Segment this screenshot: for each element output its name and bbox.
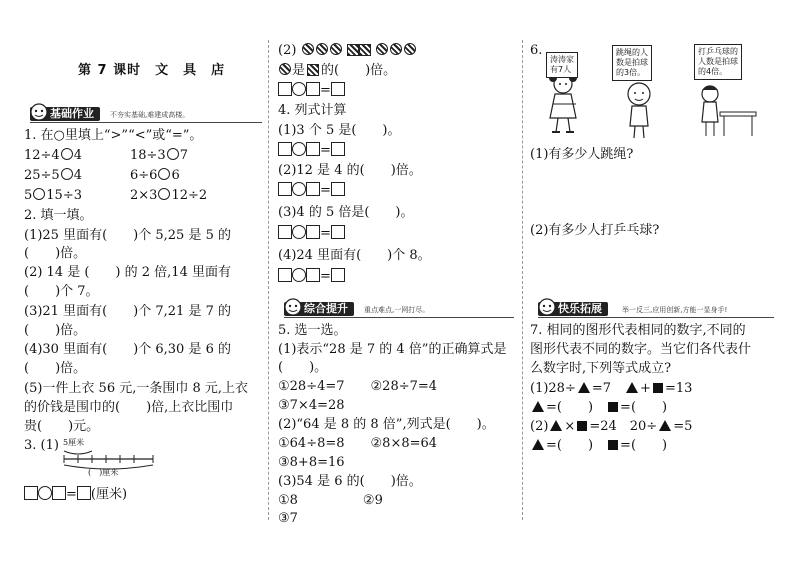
q5-line: ①28÷4=7 ②28÷7=4	[278, 379, 438, 394]
q5-line: ( )。	[278, 360, 328, 375]
section-badge-comprehensive	[284, 302, 354, 316]
q3b-question: 是 的( )倍。	[278, 62, 396, 80]
mascot-icon	[536, 296, 558, 318]
q6-prompt: 6.	[530, 43, 543, 58]
operator-circle[interactable]	[292, 225, 306, 239]
boy-figure-icon	[614, 80, 664, 140]
circle-hatched-icon	[390, 43, 402, 55]
column-divider-left	[268, 40, 269, 520]
triangle-icon	[532, 439, 544, 450]
answer-box[interactable]	[306, 225, 320, 239]
answer-box[interactable]	[278, 142, 292, 156]
compare-circle[interactable]	[158, 168, 170, 180]
q5-line: (3)54 是 6 的( )倍。	[278, 474, 422, 489]
q7-line: 图形代表不同的数字。当它们各代表什	[530, 342, 752, 357]
q5-line: ①64÷8=8 ②8×8=64	[278, 436, 438, 451]
q2-line: ( )倍。	[24, 246, 87, 261]
q3-prompt: 3. (1)	[24, 438, 59, 453]
operator-circle[interactable]	[292, 182, 306, 196]
q2-line: 的价钱是围巾的( )倍,上衣比围巾	[24, 400, 234, 415]
triangle-icon	[550, 420, 562, 431]
answer-box[interactable]	[278, 82, 292, 96]
answer-box[interactable]	[278, 182, 292, 196]
q2-line: (2) 14 是 ( ) 的 2 倍,14 里面有	[24, 265, 231, 280]
speech-bubble: 涛涛家 有7人	[546, 52, 578, 78]
answer-box[interactable]	[306, 182, 320, 196]
q3-equation: = (厘米)	[24, 486, 127, 504]
mascot-icon	[28, 101, 50, 123]
answer-box[interactable]	[278, 268, 292, 282]
q5-line: ①8 ②9	[278, 493, 383, 508]
compare-circle[interactable]	[158, 188, 170, 200]
q7-part1-answer: =( ) =( )	[530, 399, 667, 417]
q7-line: 7. 相同的图形代表相同的数字,不同的	[530, 323, 746, 338]
answer-box[interactable]	[52, 486, 66, 500]
q4-equation: =	[278, 182, 345, 200]
answer-box[interactable]	[331, 268, 345, 282]
teacher-desk-icon	[690, 80, 760, 140]
q5-line: ③7×4=28	[278, 398, 345, 413]
operator-circle[interactable]	[292, 142, 306, 156]
square-icon	[608, 440, 618, 450]
section-label-basic: 基础作业	[50, 107, 94, 120]
answer-box[interactable]	[24, 486, 38, 500]
answer-box[interactable]	[278, 225, 292, 239]
section-note-comprehensive: 重点难点,一网打尽。	[364, 306, 430, 314]
mascot-icon	[282, 296, 304, 318]
triangle-icon	[578, 382, 590, 393]
q5-line: ③8+8=16	[278, 455, 345, 470]
page-title: 第 7 课时 文 具 店	[78, 63, 226, 78]
circle-hatched-icon	[302, 43, 314, 55]
q6-sub2: (2)有多少人打乒乓球?	[530, 223, 660, 238]
answer-box[interactable]	[306, 142, 320, 156]
answer-box[interactable]	[306, 82, 320, 96]
answer-box[interactable]	[331, 82, 345, 96]
section-note-extension: 举一反三,应用创新,方能一显身手!	[622, 306, 728, 314]
q4-equation: =	[278, 142, 345, 160]
q2-line: (4)30 里面有( )个 6,30 是 6 的	[24, 342, 231, 357]
speech-bubble: 跳绳的人 数是拍球 的3倍。	[612, 45, 652, 81]
operator-circle[interactable]	[292, 268, 306, 282]
q4-item: (1)3 个 5 是( )。	[278, 123, 401, 138]
square-icon	[577, 421, 587, 431]
answer-box[interactable]	[331, 182, 345, 196]
operator-circle[interactable]	[38, 486, 52, 500]
column-divider-right	[522, 40, 523, 520]
section-badge-basic	[30, 107, 100, 121]
answer-box[interactable]	[331, 142, 345, 156]
compare-circle[interactable]	[61, 148, 73, 160]
q3-diagram-top-label: 5厘米	[63, 438, 85, 447]
q1-row-2b: 6÷6 6	[130, 168, 180, 183]
operator-circle[interactable]	[292, 82, 306, 96]
section-rule	[30, 122, 262, 123]
q7-part2-answer: =( ) =( )	[530, 437, 667, 455]
q5-line: ③7	[278, 511, 298, 526]
q2-prompt: 2. 填一填。	[24, 208, 93, 223]
answer-box[interactable]	[331, 225, 345, 239]
q1-row-3b: 2×3 12÷2	[130, 188, 208, 203]
q4-equation: =	[278, 225, 345, 243]
square-hatched-icon	[347, 44, 359, 56]
q2-line: (3)21 里面有( )个 7,21 是 7 的	[24, 304, 231, 319]
square-icon	[653, 383, 663, 393]
compare-circle[interactable]	[167, 148, 179, 160]
circle-hatched-icon	[316, 43, 328, 55]
q2-line: ( )倍。	[24, 323, 87, 338]
circle-hatched-icon	[330, 43, 342, 55]
q1-row-1b: 18÷3 7	[130, 148, 188, 163]
circle-hatched-icon	[404, 43, 416, 55]
triangle-icon	[659, 420, 671, 431]
q1-row-3: 5 15÷3	[24, 188, 82, 203]
answer-box[interactable]	[77, 486, 91, 500]
q7-part2: (2) × =24 20÷ =5	[530, 419, 693, 434]
triangle-icon	[626, 382, 638, 393]
section-label-comprehensive: 综合提升	[304, 302, 348, 315]
square-hatched-icon	[307, 64, 319, 76]
triangle-icon	[532, 401, 544, 412]
q2-line: ( )倍。	[24, 361, 87, 376]
compare-circle[interactable]	[61, 168, 73, 180]
square-hatched-icon	[359, 44, 371, 56]
q2-line: ( )个 7。	[24, 284, 99, 299]
q2-line: (1)25 里面有( )个 5,25 是 5 的	[24, 228, 231, 243]
q1-row-2: 25÷5 4	[24, 168, 82, 183]
q5-line: (2)“64 是 8 的 8 倍”,列式是( )。	[278, 417, 495, 432]
circle-hatched-icon	[279, 63, 291, 75]
q4-item: (2)12 是 4 的( )倍。	[278, 163, 422, 178]
circle-hatched-icon	[376, 43, 388, 55]
q2-line: (5)一件上衣 56 元,一条围巾 8 元,上衣	[24, 381, 249, 396]
speech-bubble: 打乒乓球的 人数是拍球 的4倍。	[694, 44, 742, 80]
q4-item: (3)4 的 5 倍是( )。	[278, 205, 414, 220]
q3b-equation: =	[278, 82, 345, 100]
q5-prompt: 5. 选一选。	[278, 323, 347, 338]
section-badge-extension	[538, 302, 608, 316]
q5-line: (1)表示“28 是 7 的 4 倍”的正确算式是	[278, 342, 507, 357]
square-icon	[608, 402, 618, 412]
q4-item: (4)24 里面有( )个 8。	[278, 248, 431, 263]
q7-part1: (1)28÷ =7 + =13	[530, 381, 693, 396]
q3-diagram-bottom-label: ( )厘米	[88, 468, 119, 477]
q4-equation: =	[278, 268, 345, 286]
section-rule	[284, 317, 514, 318]
q6-sub1: (1)有多少人跳绳?	[530, 147, 634, 162]
section-label-extension: 快乐拓展	[558, 302, 602, 315]
section-rule	[538, 317, 774, 318]
section-note-basic: 不夯实基础,难建成高楼。	[110, 111, 190, 119]
q2-line: 贵( )元。	[24, 419, 100, 434]
q3b-figure-row: (2)	[278, 42, 417, 60]
q1-prompt: 1. 在○里填上“>”“<”或“=”。	[24, 128, 203, 143]
q1-row-1: 12÷4 4	[24, 148, 82, 163]
compare-circle[interactable]	[33, 188, 45, 200]
girl-figure-icon	[538, 70, 588, 140]
q7-line: 么数字时,下列等式成立?	[530, 361, 672, 376]
q4-prompt: 4. 列式计算	[278, 103, 347, 118]
answer-box[interactable]	[306, 268, 320, 282]
